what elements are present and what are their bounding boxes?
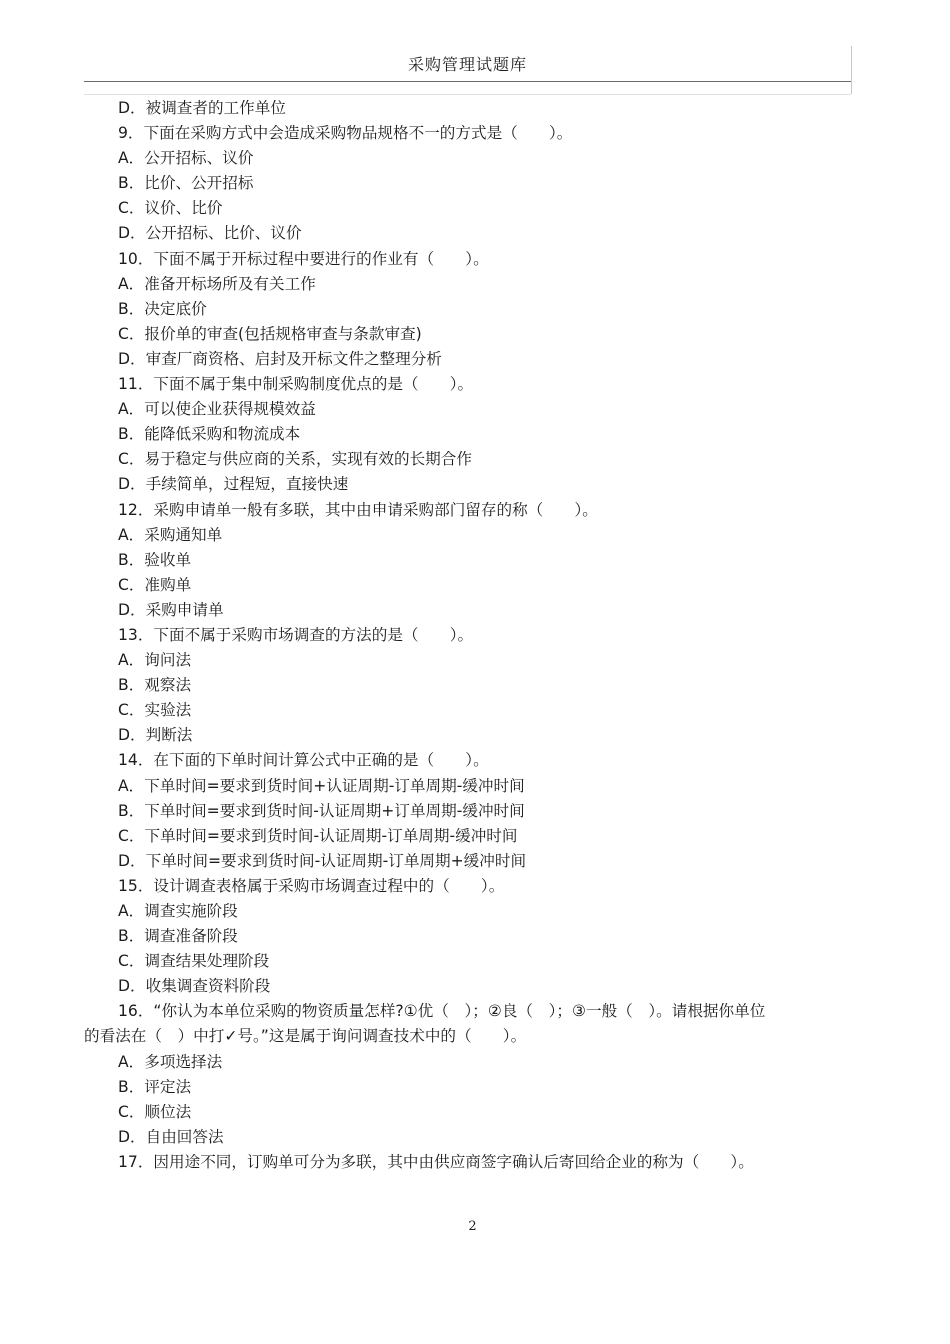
answer-option: B．下单时间=要求到货时间-认证周期+订单周期-缓冲时间 — [118, 801, 525, 820]
answer-option: D．采购申请单 — [118, 600, 224, 619]
answer-option: A．准备开标场所及有关工作 — [118, 274, 316, 293]
answer-option: B．评定法 — [118, 1077, 192, 1096]
answer-option: D．判断法 — [118, 726, 193, 745]
answer-option: A．调查实施阶段 — [118, 902, 238, 920]
header-underline — [84, 94, 851, 95]
answer-option: A．可以使企业获得规模效益 — [118, 400, 316, 419]
answer-option: D．自由回答法 — [118, 1127, 224, 1146]
answer-option: C．下单时间=要求到货时间-认证周期-订单周期-缓冲时间 — [118, 826, 518, 845]
answer-option: C．议价、比价 — [118, 199, 223, 218]
question-text: 15．设计调查表格属于采购市场调查过程中的（ ）。 — [118, 876, 505, 895]
answer-option: B．能降低采购和物流成本 — [118, 425, 301, 444]
answer-option: C．顺位法 — [118, 1102, 192, 1121]
answer-option: D．下单时间=要求到货时间-认证周期-订单周期+缓冲时间 — [118, 851, 527, 870]
answer-option: B．调查准备阶段 — [118, 927, 238, 946]
answer-option: A．采购通知单 — [118, 525, 223, 544]
answer-option: A．询问法 — [118, 651, 192, 670]
answer-option: C．调查结果处理阶段 — [118, 952, 270, 971]
question-text-continued: 的看法在（ ）中打✓号。”这是属于询问调查技术中的（ ）。 — [84, 1027, 527, 1046]
answer-option: A．下单时间=要求到货时间+认证周期-订单周期-缓冲时间 — [118, 776, 525, 795]
page-header-title: 采购管理试题库 — [407, 55, 527, 74]
question-text: 12．采购申请单一般有多联，其中由申请采购部门留存的称（ ）。 — [118, 500, 598, 519]
question-text: 9．下面在采购方式中会造成采购物品规格不一的方式是（ ）。 — [118, 124, 573, 143]
question-list — [84, 96, 864, 1175]
answer-option: D．被调查者的工作单位 — [118, 99, 286, 117]
answer-option: D．公开招标、比价、议价 — [118, 224, 302, 243]
question-text: 16．“你认为本单位采购的物资质量怎样?①优（ ）；②良（ ）；③一般（ ）。请根据你单位 — [118, 1002, 766, 1021]
answer-option: C．易于稳定与供应商的关系，实现有效的长期合作 — [118, 450, 472, 469]
answer-option: A．多项选择法 — [118, 1052, 223, 1071]
question-text: 11．下面不属于集中制采购制度优点的是（ ）。 — [118, 375, 474, 394]
answer-option: B．验收单 — [118, 550, 192, 569]
answer-option: B．观察法 — [118, 676, 192, 695]
answer-option: D．审查厂商资格、启封及开标文件之整理分析 — [118, 349, 442, 368]
answer-option: D．收集调查资料阶段 — [118, 977, 271, 996]
answer-option: A．公开招标、议价 — [118, 149, 254, 168]
question-text: 13．下面不属于采购市场调查的方法的是（ ）。 — [118, 625, 474, 644]
answer-option: B．决定底价 — [118, 299, 207, 318]
header-divider — [84, 81, 851, 82]
answer-option: C．报价单的审查(包括规格审查与条款审查) — [118, 324, 422, 343]
question-text: 14．在下面的下单时间计算公式中正确的是（ ）。 — [118, 751, 489, 770]
question-text: 10．下面不属于开标过程中要进行的作业有（ ）。 — [118, 249, 489, 268]
answer-option: B．比价、公开招标 — [118, 174, 254, 193]
answer-option: C．实验法 — [118, 701, 192, 720]
page-number: 2 — [468, 1219, 477, 1234]
answer-option: C．准购单 — [118, 575, 192, 594]
question-text: 17．因用途不同，订购单可分为多联，其中由供应商签字确认后寄回给企业的称为（ ）。 — [118, 1152, 754, 1171]
header-edge-line — [851, 46, 852, 94]
answer-option: D．手续简单，过程短，直接快速 — [118, 475, 349, 494]
